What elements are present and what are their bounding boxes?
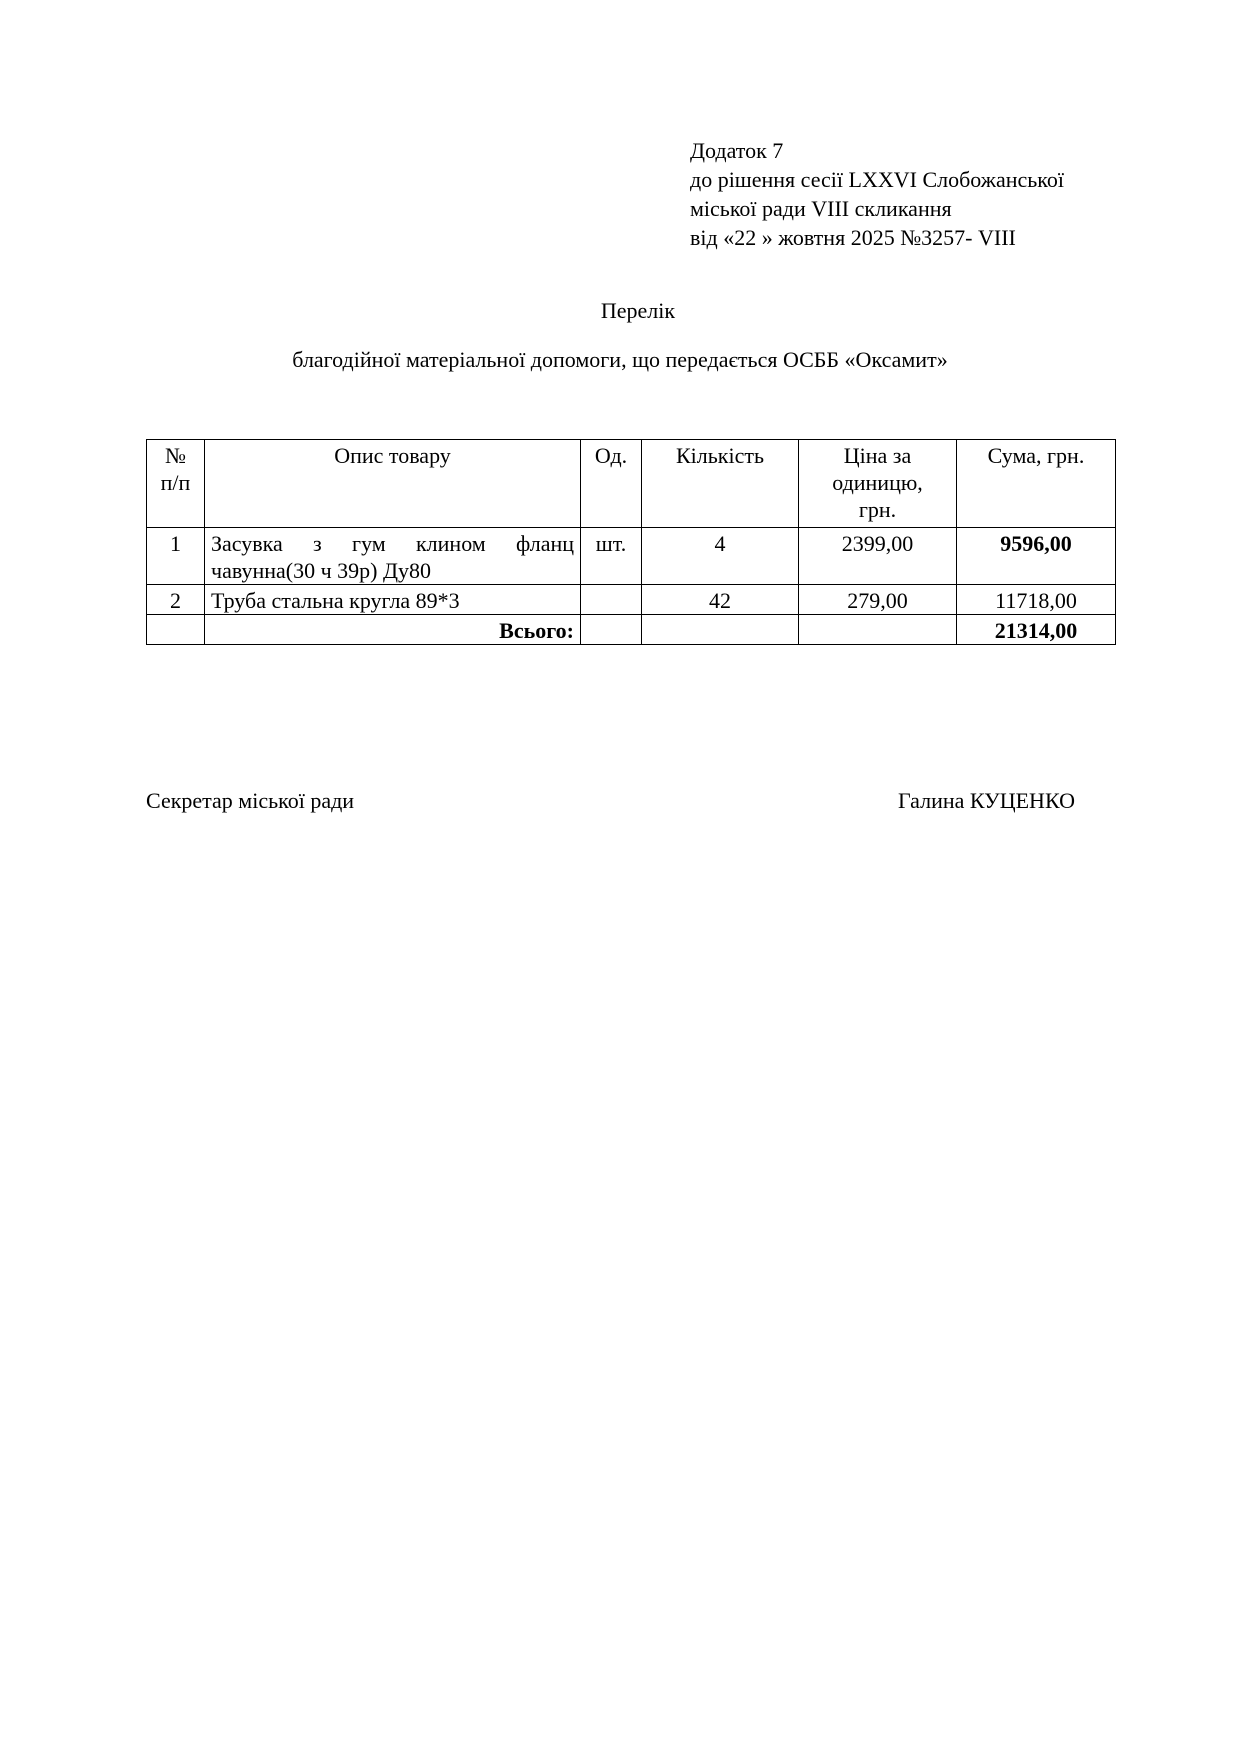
header-description: Опис товару bbox=[205, 440, 581, 528]
header-num-line-2: п/п bbox=[160, 470, 191, 495]
row-num: 2 bbox=[147, 585, 205, 615]
row-quantity: 4 bbox=[642, 528, 799, 585]
total-empty-quantity bbox=[642, 615, 799, 645]
annex-line-4: від «22 » жовтня 2025 №3257- VIII bbox=[690, 225, 1016, 250]
total-empty-num bbox=[147, 615, 205, 645]
row-description bbox=[205, 528, 581, 585]
header-num bbox=[147, 440, 205, 528]
annex-line-3: міської ради VIII скликання bbox=[690, 196, 952, 221]
total-empty-price bbox=[799, 615, 957, 645]
row-description-line-1: Засувка з гум клином фланц bbox=[211, 531, 574, 556]
annex-line-1: Додаток 7 bbox=[690, 138, 784, 163]
row-description: Труба стальна кругла 89*3 bbox=[205, 585, 581, 615]
annex-block bbox=[690, 136, 1064, 252]
total-label: Всього: bbox=[205, 615, 581, 645]
items-table bbox=[146, 439, 1116, 645]
row-num: 1 bbox=[147, 528, 205, 585]
row-sum: 9596,00 bbox=[957, 528, 1116, 585]
row-price: 279,00 bbox=[799, 585, 957, 615]
annex-line-2: до рішення сесії LXXVI Слобожанської bbox=[690, 167, 1064, 192]
row-unit bbox=[581, 585, 642, 615]
header-price-text: Ціна за одиницю, грн. bbox=[832, 443, 923, 522]
header-num-line-1: № bbox=[165, 443, 186, 468]
row-price: 2399,00 bbox=[799, 528, 957, 585]
header-quantity: Кількість bbox=[642, 440, 799, 528]
document-subtitle: благодійної матеріальної допомоги, що передається ОСББ «Оксамит» bbox=[292, 347, 948, 372]
signature-name: Галина КУЦЕНКО bbox=[898, 788, 1075, 813]
table-row bbox=[147, 528, 1116, 585]
table-header-row bbox=[147, 440, 1116, 528]
row-description-line-2: чавунна(30 ч 39р) Ду80 bbox=[211, 558, 431, 583]
header-sum: Сума, грн. bbox=[957, 440, 1116, 528]
total-empty-unit bbox=[581, 615, 642, 645]
total-sum: 21314,00 bbox=[957, 615, 1116, 645]
header-unit: Од. bbox=[581, 440, 642, 528]
document-title: Перелік bbox=[600, 298, 676, 323]
signature-role: Секретар міської ради bbox=[146, 788, 355, 813]
header-price bbox=[799, 440, 957, 528]
table-total-row bbox=[147, 615, 1116, 645]
row-quantity: 42 bbox=[642, 585, 799, 615]
table-row bbox=[147, 585, 1116, 615]
row-unit: шт. bbox=[581, 528, 642, 585]
row-sum: 11718,00 bbox=[957, 585, 1116, 615]
